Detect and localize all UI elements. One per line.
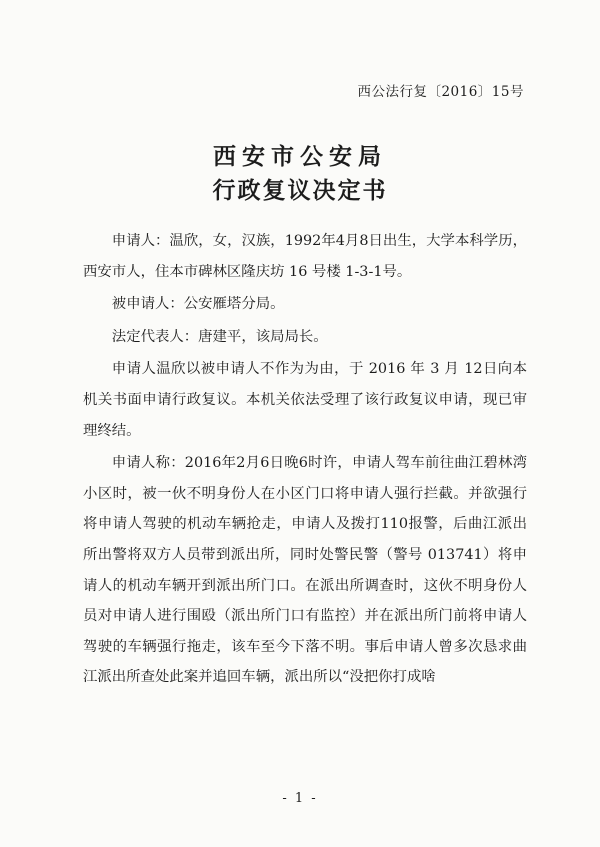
page-number: - 1 - <box>282 791 318 806</box>
document-body <box>83 226 527 695</box>
application-paragraph: 申请人温欣以被申请人不作为为由，于 2016 年 3 月 12日向本机关书面申请行政复议。本机关依法受理了该行政复议申请，现已审理终结。 <box>83 361 527 439</box>
respondent-paragraph: 被申请人：公安雁塔分局。 <box>111 296 285 313</box>
document-type-title: 行政复议决定书 <box>212 177 388 204</box>
applicant-claims-paragraph: 申请人称：2016年2月6日晚6时许，申请人驾车前往曲江碧林湾小区时，被一伙不明身份人在小区门口将申请人强行拦截。并欲强行将申请人驾驶的机动车辆抢走，申请人及拨打110报警，后曲江派出所出警将双方人员带到派出所，同时处警民警（警号 013741）将申请人的机动车辆开到派出所门口。在派出所调查时，这伙不明身份人员对申请人进行围殴（派出所门口有监控）并在派出所门前将申请人驾驶的车辆强行拖走，该车至今下落不明。事后申请人曾多次恳求曲江派出所查处此案并追回车辆，派出所以“没把你打成啥 <box>83 455 527 686</box>
legal-representative-paragraph: 法定代表人：唐建平，该局局长。 <box>111 328 328 345</box>
applicant-paragraph: 申请人：温欣，女，汉族，1992年4月8日出生，大学本科学历，西安市人，住本市碑林区隆庆坊 16 号楼 1-3-1号。 <box>83 233 527 280</box>
issuing-authority-title: 西安市公安局 <box>213 143 387 170</box>
document-number: 西公法行复〔2016〕15号 <box>357 84 524 100</box>
